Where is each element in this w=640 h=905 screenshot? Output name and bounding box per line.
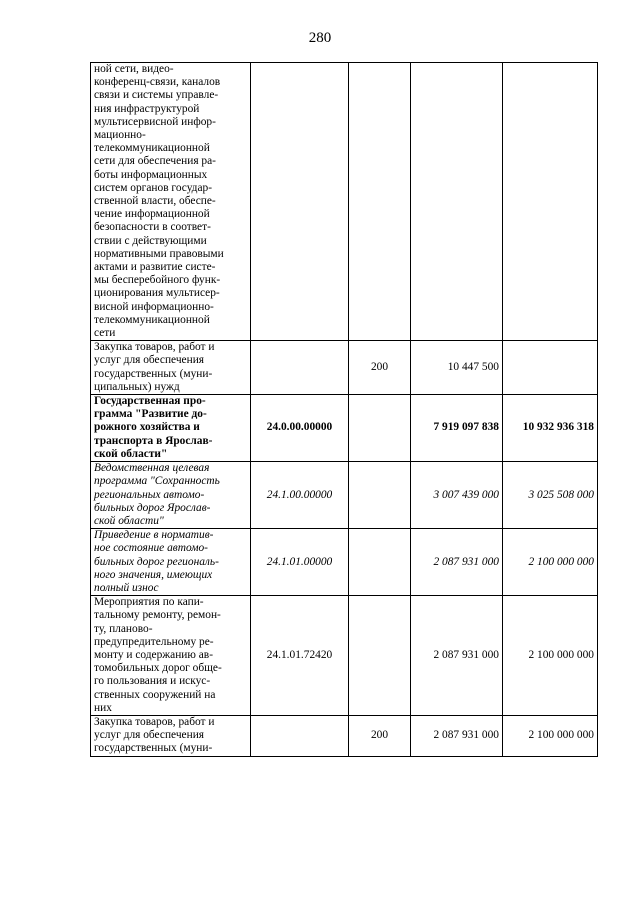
row-amount-year2-cell: 3 025 508 000: [503, 462, 598, 529]
row-name-line: программа "Сохранность: [94, 475, 220, 488]
row-expense-type-cell: [349, 529, 411, 596]
row-name-line: ской области": [94, 514, 164, 527]
table-row: [91, 341, 598, 395]
row-name-line: ционирования мультисер-: [94, 287, 220, 300]
row-name-line: ципальных) нужд: [94, 380, 180, 393]
row-name-line: ту, планово-: [94, 622, 153, 635]
row-code-cell: [251, 341, 349, 395]
table-row: [91, 462, 598, 529]
row-amount-year2-cell: 10 932 936 318: [503, 395, 598, 462]
row-amount-year1-cell: 2 087 931 000: [411, 715, 503, 756]
row-name-line: тальному ремонту, ремон-: [94, 609, 221, 622]
row-name-line: ной сети, видео-: [94, 63, 174, 75]
row-name-line: региональных автомо-: [94, 488, 205, 501]
row-code-cell: 24.1.00.00000: [251, 462, 349, 529]
row-expense-type-cell: [349, 63, 411, 341]
row-name-line: телекоммуникационной: [94, 142, 210, 155]
row-name-line: Приведение в норматив-: [94, 529, 214, 542]
row-expense-type-cell: [349, 596, 411, 716]
row-name-line: актами и развитие систе-: [94, 261, 216, 274]
row-name-cell: [91, 529, 251, 596]
row-name-line: ствии с действующими: [94, 234, 207, 247]
row-expense-type-cell: 200: [349, 715, 411, 756]
row-code-cell: [251, 715, 349, 756]
row-name-line: услуг для обеспечения: [94, 354, 205, 367]
row-name-line: телекоммуникационной: [94, 313, 210, 326]
row-name-line: транспорта в Ярослав-: [94, 434, 213, 447]
row-amount-year2-cell: [503, 341, 598, 395]
row-name-cell: [91, 462, 251, 529]
row-name-line: рожного хозяйства и: [94, 421, 200, 434]
row-name-cell: [91, 715, 251, 756]
table-row: [91, 395, 598, 462]
row-name-line: ской области": [94, 447, 168, 460]
row-name-line: государственных (муни-: [94, 742, 213, 755]
row-code-cell: 24.0.00.00000: [251, 395, 349, 462]
row-name-line: систем органов государ-: [94, 181, 213, 194]
row-name-line: ственной власти, обеспе-: [94, 195, 216, 208]
row-name-line: них: [94, 701, 112, 714]
row-name-line: безопасности в соответ-: [94, 221, 211, 234]
row-name-cell: [91, 341, 251, 395]
row-expense-type-cell: 200: [349, 341, 411, 395]
table-row: [91, 596, 598, 716]
row-name-line: конференц-связи, каналов: [94, 76, 221, 89]
table-row: [91, 529, 598, 596]
row-amount-year1-cell: 2 087 931 000: [411, 529, 503, 596]
row-name-line: бильных дорог Ярослав-: [94, 501, 211, 514]
row-amount-year2-cell: 2 100 000 000: [503, 529, 598, 596]
row-name-line: полный износ: [94, 581, 159, 594]
row-code-cell: 24.1.01.72420: [251, 596, 349, 716]
row-name-line: Закупка товаров, работ и: [94, 715, 215, 728]
budget-table-body: [91, 63, 598, 757]
row-name-line: услуг для обеспечения: [94, 729, 205, 742]
row-amount-year2-cell: 2 100 000 000: [503, 715, 598, 756]
row-expense-type-cell: [349, 395, 411, 462]
row-name-line: боты информационных: [94, 168, 208, 181]
row-code-cell: [251, 63, 349, 341]
row-name-line: грамма "Развитие до-: [94, 408, 207, 421]
row-name-line: ственных сооружений на: [94, 688, 216, 701]
row-expense-type-cell: [349, 462, 411, 529]
row-amount-year1-cell: 10 447 500: [411, 341, 503, 395]
row-name-line: мы бесперебойного функ-: [94, 274, 221, 287]
page-number: 280: [308, 30, 332, 46]
row-name-cell: [91, 63, 251, 341]
row-name-line: ния инфраструктурой: [94, 102, 200, 115]
row-name-line: бильных дорог региональ-: [94, 555, 219, 568]
row-name-line: Ведомственная целевая: [94, 462, 210, 475]
row-amount-year2-cell: 2 100 000 000: [503, 596, 598, 716]
row-amount-year1-cell: 3 007 439 000: [411, 462, 503, 529]
row-amount-year1-cell: 2 087 931 000: [411, 596, 503, 716]
row-name-line: ное состояние автомо-: [94, 542, 208, 555]
row-name-line: государственных (муни-: [94, 367, 213, 380]
row-name-line: го пользования и искус-: [94, 675, 211, 688]
row-amount-year2-cell: [503, 63, 598, 341]
row-name-line: связи и системы управле-: [94, 89, 219, 102]
row-name-cell: [91, 395, 251, 462]
row-amount-year1-cell: [411, 63, 503, 341]
row-name-line: Закупка товаров, работ и: [94, 341, 215, 354]
row-name-line: сети для обеспечения ра-: [94, 155, 216, 168]
row-name-line: ного значения, имеющих: [94, 568, 213, 581]
row-name-line: висной информационно-: [94, 300, 214, 313]
budget-table: [90, 62, 598, 757]
row-amount-year1-cell: 7 919 097 838: [411, 395, 503, 462]
row-name-line: Государственная про-: [94, 395, 206, 408]
row-name-line: мационно-: [94, 129, 146, 142]
row-name-line: чение информационной: [94, 208, 210, 221]
row-name-line: нормативными правовыми: [94, 247, 224, 260]
row-name-cell: [91, 596, 251, 716]
table-row: [91, 715, 598, 756]
table-row: [91, 63, 598, 341]
row-name-line: томобильных дорог обще-: [94, 662, 222, 675]
row-code-cell: 24.1.01.00000: [251, 529, 349, 596]
row-name-line: монту и содержанию ав-: [94, 648, 213, 661]
row-name-line: Мероприятия по капи-: [94, 596, 204, 609]
row-name-line: сети: [94, 327, 116, 340]
row-name-line: предупредительному ре-: [94, 635, 214, 648]
row-name-line: мультисервисной инфор-: [94, 115, 216, 128]
